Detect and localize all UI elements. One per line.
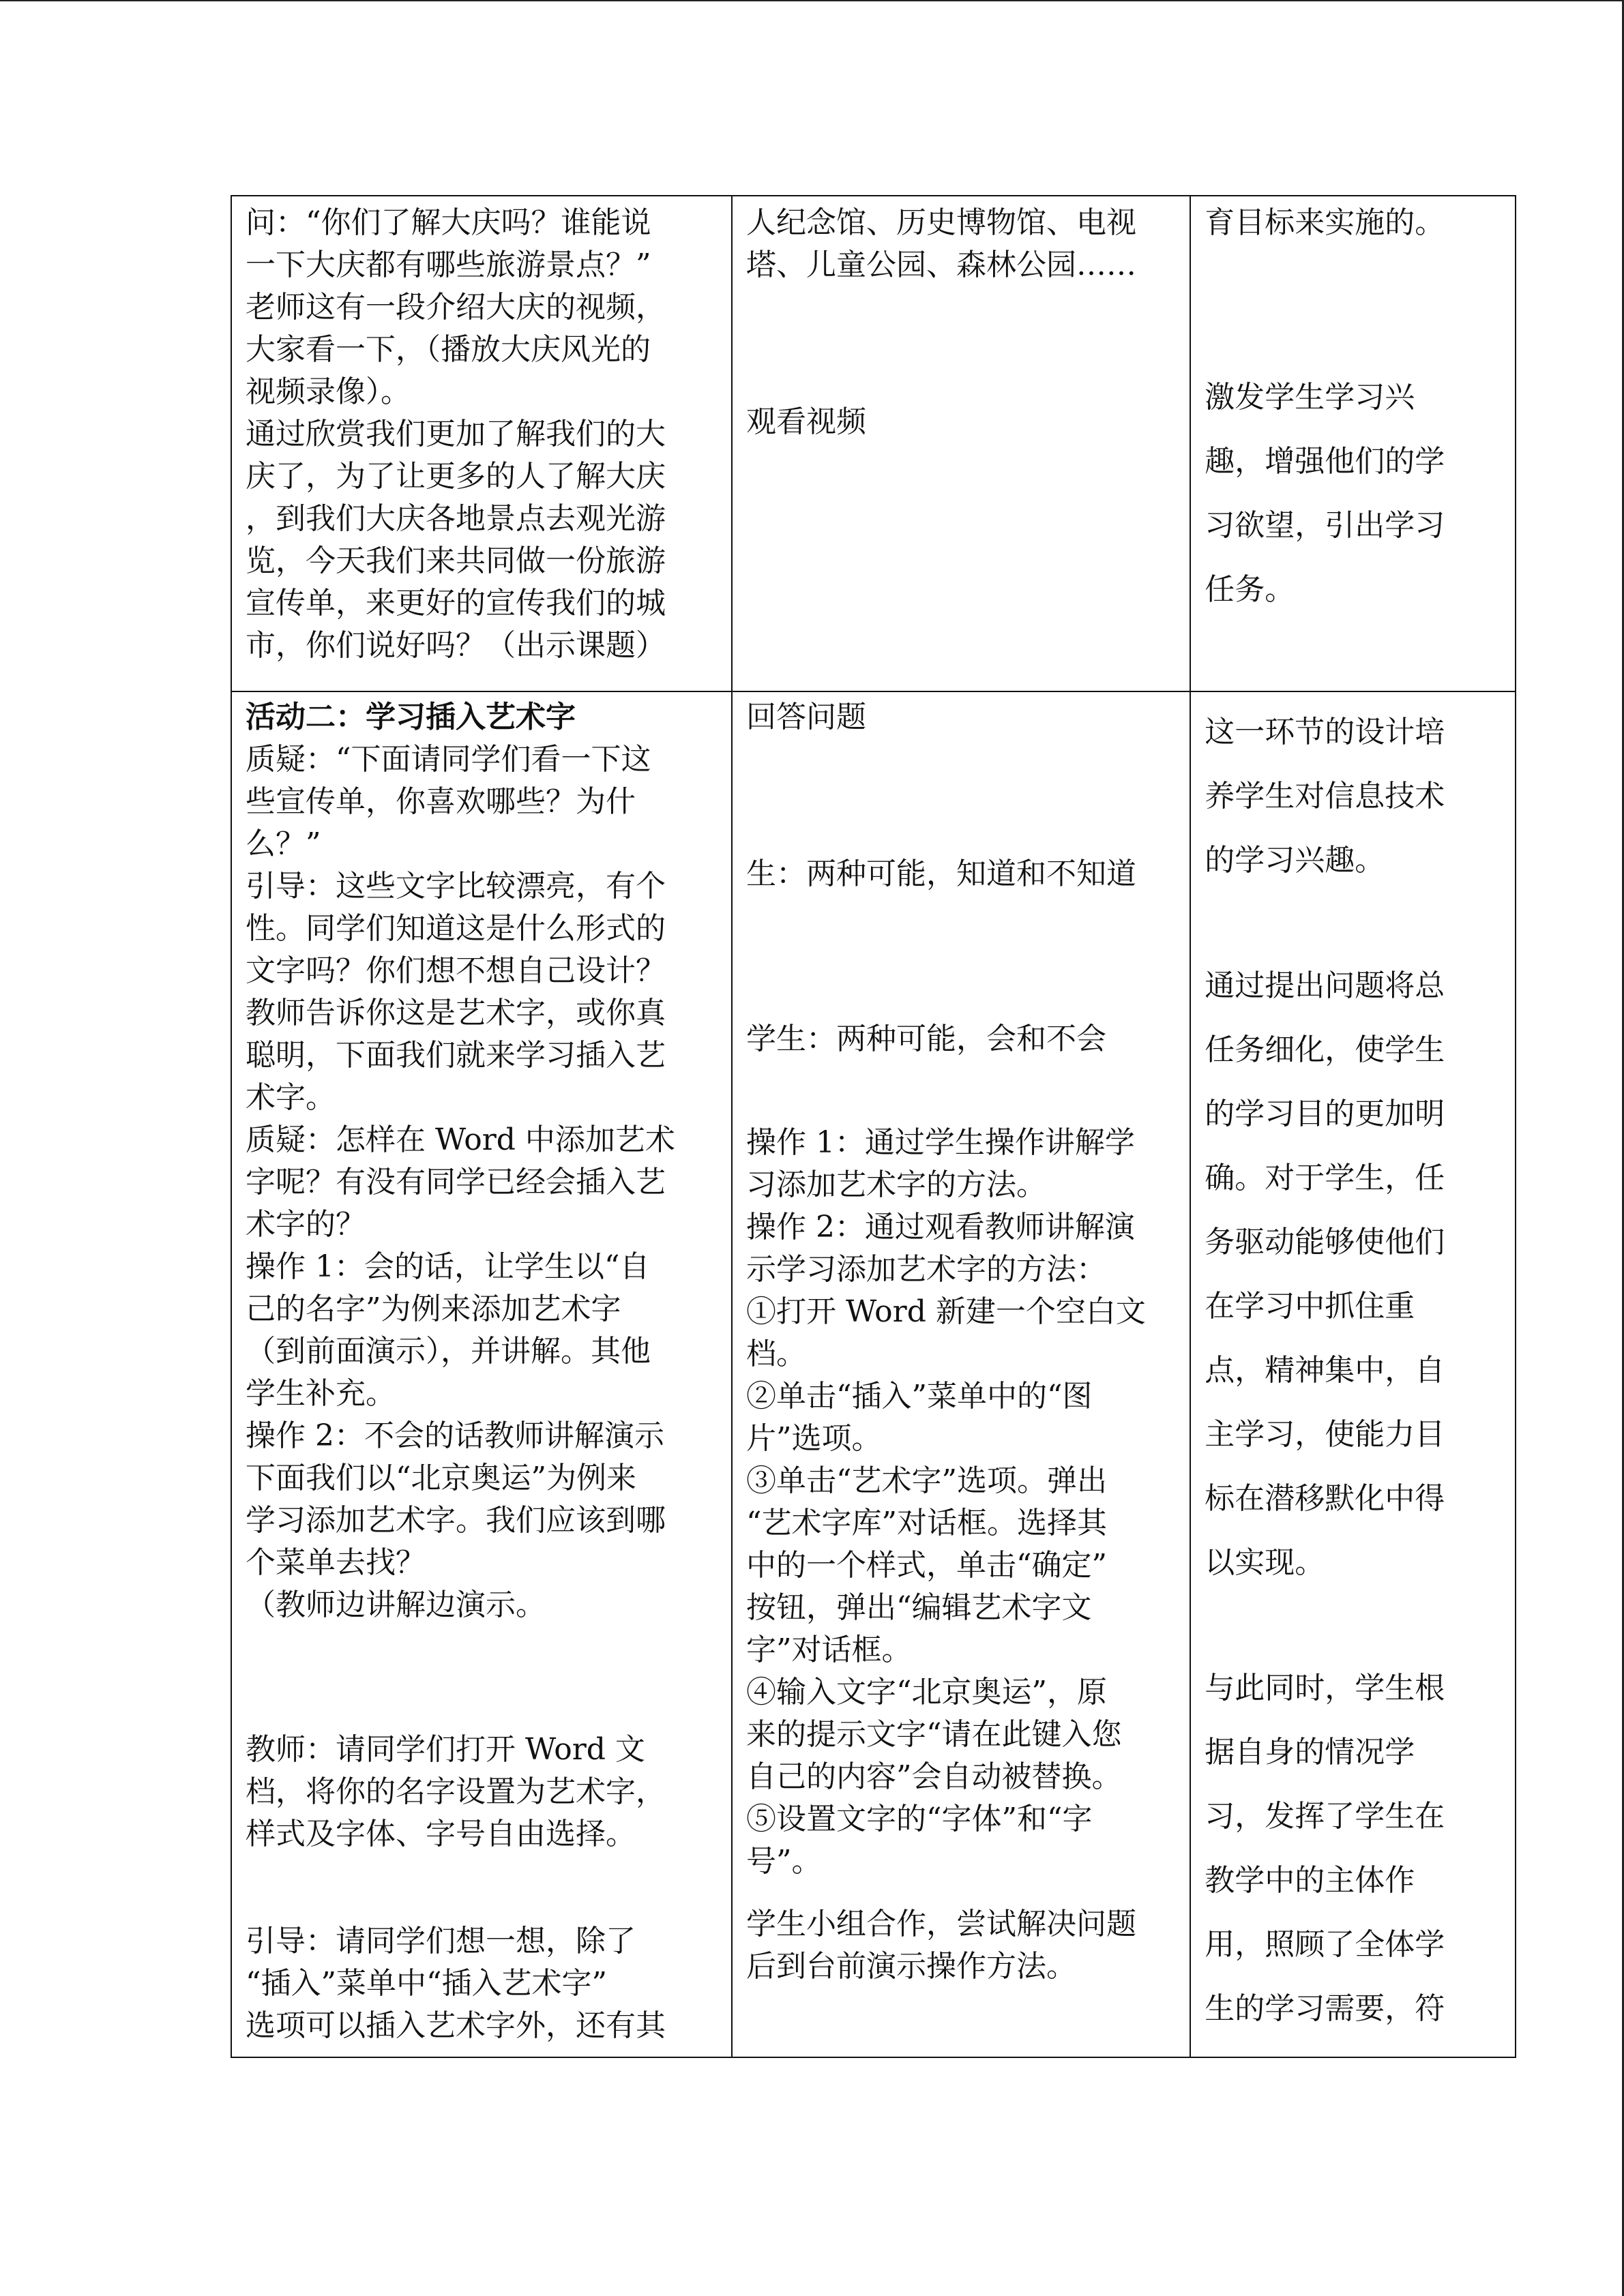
text-line: 回答问题 xyxy=(745,700,866,734)
activity-title: 活动二：学习插入艺术字 xyxy=(246,700,576,734)
intent-text-block xyxy=(1205,954,1501,1595)
student-text-block xyxy=(746,196,1176,286)
student-activity-cell xyxy=(732,196,1190,691)
teacher-activity-cell xyxy=(231,691,732,2057)
table-row-2 xyxy=(231,691,1516,2057)
text-line: 生：两种可能，知道和不知道 xyxy=(745,856,1136,891)
text-line: 观看视频 xyxy=(745,404,866,439)
text-line: 教师：请同学们打开 Word 文 xyxy=(246,1732,645,1767)
text-line: 一下大庆都有哪些旅游景点？” xyxy=(246,248,651,282)
text-line: 的学习兴趣。 xyxy=(1205,843,1385,878)
text-line: 来的提示文字“请在此键入您 xyxy=(745,1717,1122,1752)
student-text-block xyxy=(746,1122,1176,1883)
student-activity-cell xyxy=(732,691,1190,2057)
text-line: 的学习目的更加明 xyxy=(1205,1097,1445,1131)
text-line: 习添加艺术字的方法。 xyxy=(745,1167,1046,1202)
page-border-top xyxy=(0,0,1624,1)
text-line: 用，照顾了全体学 xyxy=(1205,1927,1445,1962)
text-line: 示学习添加艺术字的方法： xyxy=(745,1252,1106,1287)
text-line: 学生小组合作，尝试解决问题 xyxy=(745,1907,1136,1941)
text-line: 学习添加艺术字。我们应该到哪 xyxy=(246,1503,666,1538)
text-line: ④输入文字“北京奥运”，原 xyxy=(745,1675,1107,1710)
text-line: 么？” xyxy=(246,826,321,861)
text-line: 号”。 xyxy=(745,1844,822,1879)
text-line: 通过欣赏我们更加了解我们的大 xyxy=(246,417,666,451)
design-intent-cell xyxy=(1190,691,1516,2057)
text-line: 学生：两种可能，会和不会 xyxy=(745,1022,1106,1056)
text-line: 字呢？有没有同学已经会插入艺 xyxy=(246,1165,666,1199)
text-line: 务驱动能够使他们 xyxy=(1205,1225,1445,1259)
text-line: 性。同学们知道这是什么形式的 xyxy=(246,911,666,946)
text-line: 任务细化，使学生 xyxy=(1205,1032,1445,1067)
text-line: 据自身的情况学 xyxy=(1205,1735,1415,1770)
text-line: 些宣传单，你喜欢哪些？为什 xyxy=(246,784,636,819)
intent-text-block xyxy=(1205,692,1501,893)
text-line: ③单击“艺术字”选项。弹出 xyxy=(745,1463,1107,1498)
text-line: 操作 1：通过学生操作讲解学 xyxy=(745,1125,1135,1160)
teacher-text-block xyxy=(246,196,718,667)
student-text-block xyxy=(746,1903,1176,1988)
text-line: “艺术字库”对话框。选择其 xyxy=(745,1506,1107,1540)
text-line: 问：“你们了解大庆吗？谁能说 xyxy=(246,205,651,240)
text-line: 聪明，下面我们就来学习插入艺 xyxy=(246,1038,666,1073)
text-line: 生的学习需要，符 xyxy=(1205,1991,1445,2026)
text-line: 档。 xyxy=(745,1337,806,1371)
text-line: 通过提出问题将总 xyxy=(1205,968,1445,1003)
student-text-block xyxy=(746,853,1176,895)
intent-text-block xyxy=(1205,366,1501,622)
teacher-activity-cell xyxy=(231,196,732,691)
text-line: 个菜单去找？ xyxy=(246,1545,426,1580)
teacher-text-block xyxy=(246,1729,718,1855)
text-line: “插入”菜单中“插入艺术字” xyxy=(246,1966,607,2001)
text-line: 字”对话框。 xyxy=(745,1632,912,1667)
text-line: 教师告诉你这是艺术字，或你真 xyxy=(246,996,666,1030)
teacher-text-block xyxy=(246,692,718,1626)
text-line: 与此同时，学生根 xyxy=(1205,1671,1445,1705)
text-line: 习，发挥了学生在 xyxy=(1205,1799,1445,1834)
text-line: 质疑：怎样在 Word 中添加艺术 xyxy=(246,1122,675,1157)
lesson-plan-table xyxy=(231,195,1516,2058)
text-line: 文字吗？你们想不想自己设计？ xyxy=(246,953,666,988)
text-line: 下面我们以“北京奥运”为例来 xyxy=(246,1461,636,1495)
text-line: 后到台前演示操作方法。 xyxy=(745,1949,1076,1984)
text-line: ⑤设置文字的“字体”和“字 xyxy=(745,1802,1093,1836)
student-text-block xyxy=(746,401,1176,443)
text-line: 塔、儿童公园、森林公园…… xyxy=(745,248,1136,282)
text-line: 按钮，弹出“编辑艺术字文 xyxy=(745,1590,1092,1625)
text-line: （到前面演示），并讲解。其他 xyxy=(246,1334,651,1369)
text-line: 中的一个样式，单击“确定” xyxy=(745,1548,1107,1583)
text-line: 在学习中抓住重 xyxy=(1205,1289,1415,1324)
teacher-text-block xyxy=(246,1920,718,2047)
text-line: 确。对于学生，任 xyxy=(1205,1161,1445,1195)
text-line: 引导：请同学们想一想，除了 xyxy=(246,1924,636,1958)
text-line: 大家看一下，（播放大庆风光的 xyxy=(246,332,651,367)
text-line: 这一环节的设计培 xyxy=(1205,715,1445,749)
text-line: 质疑：“下面请同学们看一下这 xyxy=(246,742,651,777)
text-line: 学生补充。 xyxy=(246,1376,396,1411)
intent-text-block xyxy=(1205,196,1501,244)
text-line: 操作 2：不会的话教师讲解演示 xyxy=(246,1418,664,1453)
text-line: 视频录像）。 xyxy=(246,374,411,409)
text-line: 养学生对信息技术 xyxy=(1205,779,1445,814)
text-line: （教师边讲解边演示。 xyxy=(246,1587,546,1622)
text-line: 市，你们说好吗？（出示课题） xyxy=(246,628,666,663)
text-line: 术字的？ xyxy=(246,1207,366,1242)
intent-text-block xyxy=(1205,1656,1501,2041)
table-row-1 xyxy=(231,196,1516,691)
text-line: 习欲望，引出学习 xyxy=(1205,508,1445,543)
text-line: 片”选项。 xyxy=(745,1421,882,1456)
text-line: 选项可以插入艺术字外，还有其 xyxy=(246,2008,666,2043)
text-line: 趣，增强他们的学 xyxy=(1205,444,1445,479)
text-line: 老师这有一段介绍大庆的视频， xyxy=(246,290,666,325)
text-line: 以实现。 xyxy=(1205,1545,1325,1580)
text-line: 宣传单，来更好的宣传我们的城 xyxy=(246,586,666,621)
text-line: 人纪念馆、历史博物馆、电视 xyxy=(745,205,1136,240)
text-line: 己的名字”为例来添加艺术字 xyxy=(246,1292,621,1326)
text-line: 引导：这些文字比较漂亮，有个 xyxy=(246,869,666,904)
text-line: 激发学生学习兴 xyxy=(1205,380,1415,415)
text-line: 样式及字体、字号自由选择。 xyxy=(246,1817,636,1851)
text-line: 庆了，为了让更多的人了解大庆 xyxy=(246,459,666,494)
text-line: 主学习，使能力目 xyxy=(1205,1417,1445,1452)
text-line: 教学中的主体作 xyxy=(1205,1863,1415,1898)
text-line: ，到我们大庆各地景点去观光游 xyxy=(246,501,666,536)
text-line: 操作 2：通过观看教师讲解演 xyxy=(745,1210,1135,1244)
student-text-block xyxy=(746,692,1176,739)
text-line: 自己的内容”会自动被替换。 xyxy=(745,1759,1122,1794)
text-line: 操作 1：会的话，让学生以“自 xyxy=(246,1249,650,1284)
text-line: 点，精神集中，自 xyxy=(1205,1353,1445,1388)
text-line: ②单击“插入”菜单中的“图 xyxy=(745,1379,1093,1414)
text-line: ①打开 Word 新建一个空白文 xyxy=(745,1294,1146,1329)
text-line: 术字。 xyxy=(246,1080,336,1115)
student-text-block xyxy=(746,1018,1176,1060)
text-line: 育目标来实施的。 xyxy=(1205,205,1445,240)
text-line: 档，将你的名字设置为艺术字， xyxy=(246,1774,666,1809)
text-line: 标在潜移默化中得 xyxy=(1205,1481,1445,1516)
text-line: 览，今天我们来共同做一份旅游 xyxy=(246,543,666,578)
text-line: 任务。 xyxy=(1205,572,1295,607)
design-intent-cell xyxy=(1190,196,1516,691)
